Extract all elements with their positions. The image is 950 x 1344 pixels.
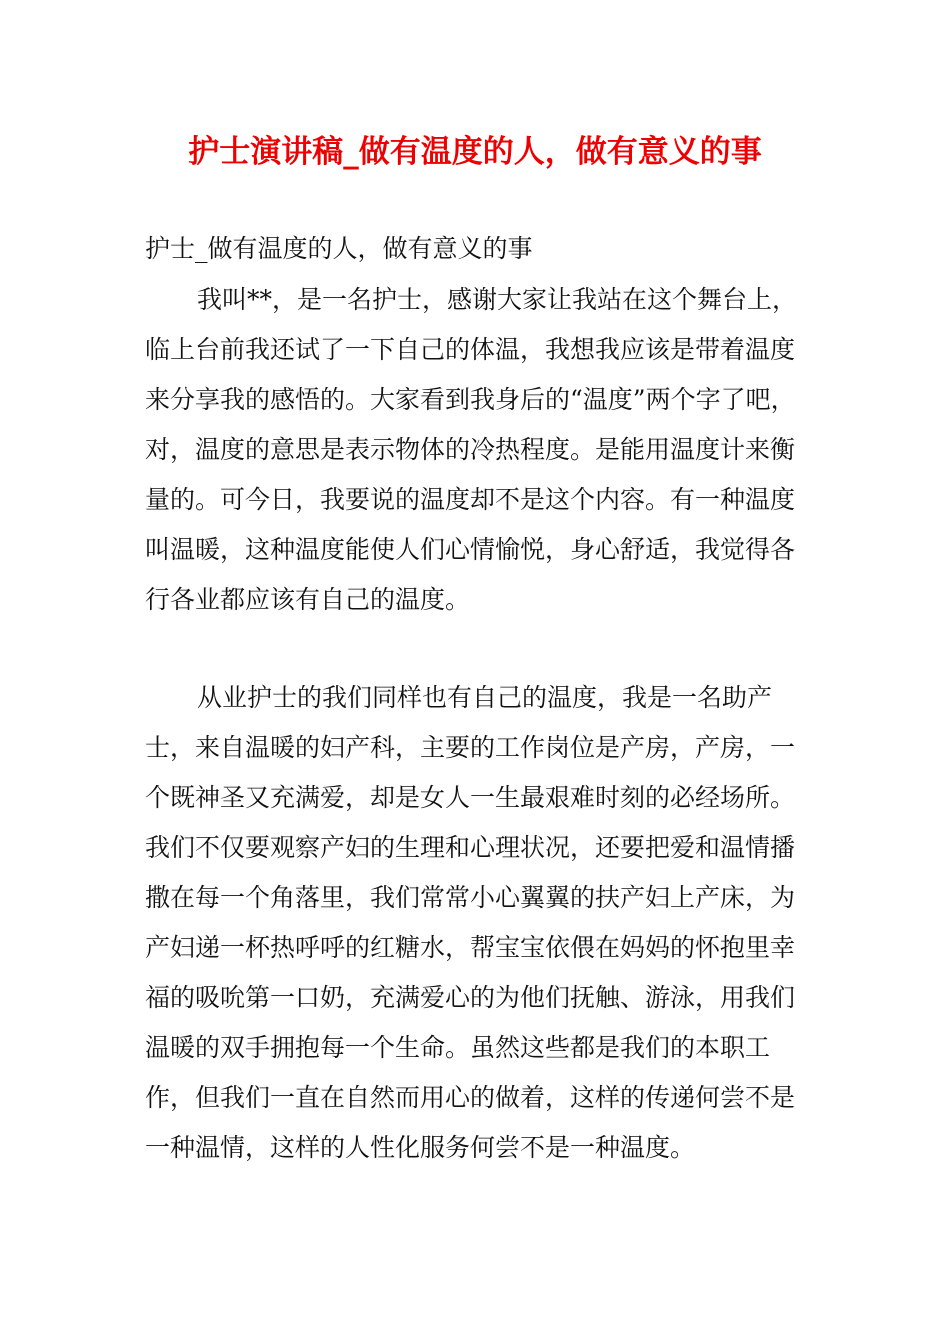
- paragraph-2: 从业护士的我们同样也有自己的温度，我是一名助产士，来自温暖的妇产科，主要的工作岗位是产房，产房，一个既神圣又充满爱，却是女人一生最艰难时刻的必经场所。我们不仅要观察产妇的生理和心理状况，还要把爱和温情播撒在每一个角落里，我们常常小心翼翼的扶产妇上产床，为产妇递一杯热呼呼的红糖水，帮宝宝依偎在妈妈的怀抱里幸福的吸吮第一口奶，充满爱心的为他们抚触、游泳，用我们温暖的双手拥抱每一个生命。虽然这些都是我们的本职工作，但我们一直在自然而用心的做着，这样的传递何尝不是一种温情，这样的人性化服务何尝不是一种温度。: [145, 683, 796, 1162]
- document-subtitle: 护士_做有温度的人，做有意义的事: [145, 234, 533, 263]
- document-title: 护士演讲稿_做有温度的人，做有意义的事: [188, 134, 762, 170]
- paragraph-1: 我叫**，是一名护士，感谢大家让我站在这个舞台上，临上台前我还试了一下自己的体温，我想我应该是带着温度来分享我的感悟的。大家看到我身后的“温度”两个字了吧，对，温度的意思是表示物体的冷热程度。是能用温度计来衡量的。可今日，我要说的温度却不是这个内容。有一种温度叫温暖，这种温度能使人们心情愉悦，身心舒适，我觉得各行各业都应该有自己的温度。: [145, 285, 798, 614]
